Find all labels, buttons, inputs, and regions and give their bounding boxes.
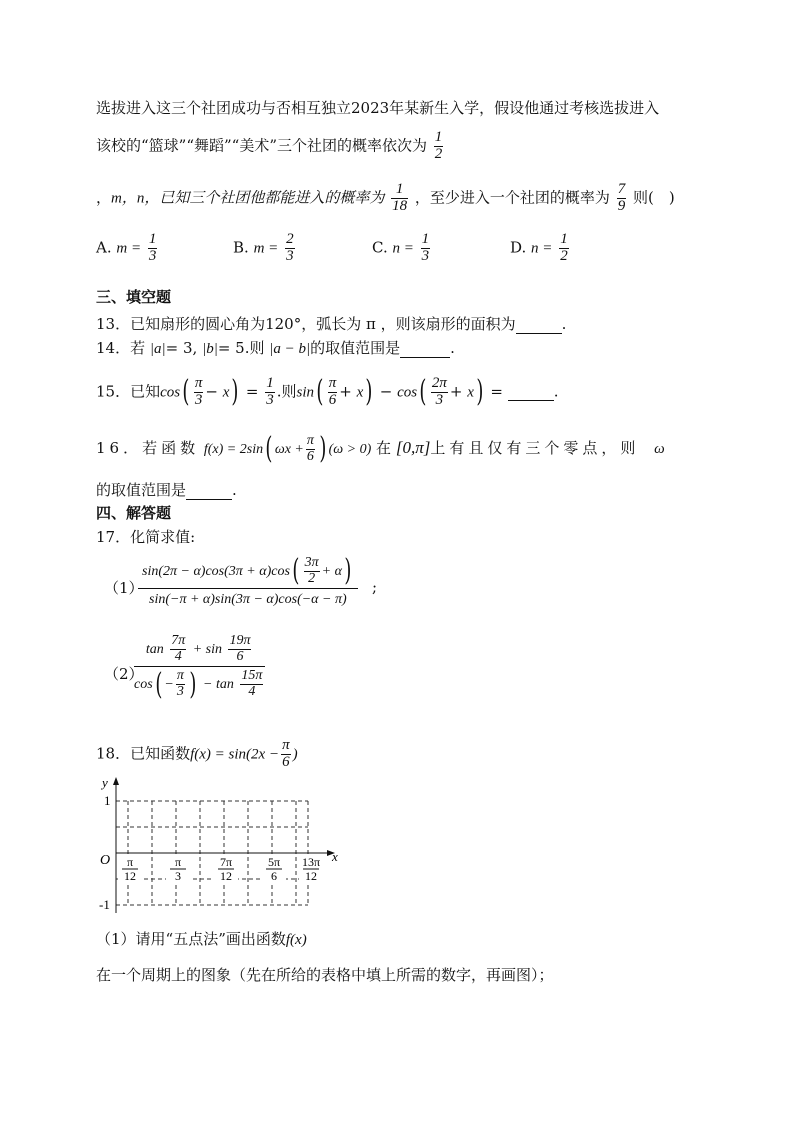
x-tick-label — [262, 854, 286, 883]
fraction-one-half: $\frac{1}{2}$ — [434, 129, 443, 162]
option-d[interactable]: D. n = $\frac{1}{2}$ — [510, 231, 568, 264]
answer-blank[interactable] — [186, 481, 232, 500]
answer-blank[interactable] — [400, 339, 450, 358]
x-tick-label — [299, 854, 323, 883]
svg-text:13π: 13π — [301, 855, 321, 869]
svg-text:π: π — [126, 855, 134, 869]
section-heading-fill-in: 三、填空题 — [96, 288, 172, 306]
question-18-title: 18．已知函数f(x) = sin(2x − $\frac{\pi}{6}$ ) — [96, 737, 298, 770]
svg-text:π: π — [174, 855, 182, 869]
x-tick-label — [214, 854, 238, 883]
svg-text:12: 12 — [220, 869, 232, 883]
question-18-part1-line-2: 在一个周期上的图象（先在所给的表格中填上所需的数字，再画图）； — [96, 966, 554, 984]
answer-blank[interactable] — [508, 382, 554, 401]
q17-part1-label: （1） — [104, 579, 144, 597]
y-tick-top: 1 — [104, 793, 111, 808]
y-tick-bottom: -1 — [99, 897, 110, 912]
problem-text-line-1: 选拔进入这三个社团成功与否相互独立2023年某新生入学，假设他通过考核选拔进入 — [96, 99, 660, 117]
option-a[interactable]: A. m = $\frac{1}{3}$ — [96, 231, 157, 264]
svg-text:5π: 5π — [267, 855, 281, 869]
problem-text-line-2: 该校的“篮球”“舞蹈”“美术”三个社团的概率依次为 $\frac{1}{2}$ — [96, 129, 443, 162]
q17-part1-expression: sin(2π − α)cos(3π + α)cos( $\frac{3\pi}{2}$ + α) sin(−π + α)sin(3π − α)cos(−α − π) — [138, 556, 358, 608]
question-17-title: 17．化简求值: — [96, 528, 196, 546]
option-c[interactable]: C. n = $\frac{1}{3}$ — [372, 231, 430, 264]
question-13: 13．已知扇形的圆心角为120°，弧长为 π ，则该扇形的面积为 . — [96, 315, 567, 333]
question-15: 15．已知cos( $\frac{\pi}{3}$ − x) = $\frac{1}{3}$ .则sin( $\frac{\pi}{6}$ + x) − cos( $\frac{2\pi}{3}$ + x) = . — [96, 374, 559, 410]
y-axis-label: y — [102, 775, 108, 790]
q17-part2-expression: tan $\frac{7\pi}{4}$ + sin $\frac{19\pi}{6}$ cos( − $\frac{\pi}{3}$ ) − tan $\frac{15\pi}{4}$ — [134, 634, 265, 700]
svg-text:12: 12 — [305, 869, 317, 883]
fraction-seven-ninths: $\frac{7}{9}$ — [617, 181, 626, 214]
x-tick-label — [166, 854, 190, 883]
question-16: 16．若函数 f(x) = 2sin( ωx + $\frac{\pi}{6}$ ) (ω > 0) 在 [0,π]上有且仅有三个零点，则 ω — [96, 431, 665, 467]
question-16-line-2: 的取值范围是 . — [96, 481, 237, 499]
grid-graph — [94, 768, 354, 918]
problem-text-line-3: ，m，n，已知三个社团他都能进入的概率为 $\frac{1}{18}$ ，至少进入一个社团的概率为 $\frac{7}{9}$ 则( ) — [96, 181, 675, 214]
svg-text:6: 6 — [271, 869, 277, 883]
y-axis-arrow-icon — [113, 777, 119, 785]
q17-part2-label: （2） — [104, 665, 144, 683]
fraction-one-eighteenth: $\frac{1}{18}$ — [392, 181, 408, 214]
section-heading-answers: 四、解答题 — [96, 504, 172, 522]
svg-text:7π: 7π — [219, 855, 233, 869]
x-tick-label — [118, 854, 142, 883]
option-b[interactable]: B. m = $\frac{2}{3}$ — [233, 231, 294, 264]
svg-text:3: 3 — [175, 869, 181, 883]
question-18-part1: （1）请用“五点法”画出函数f(x) — [96, 930, 307, 948]
x-axis-label: x — [332, 849, 338, 864]
origin-label: O — [100, 853, 111, 868]
answer-blank[interactable] — [516, 315, 562, 334]
question-14: 14．若 |a|= 3, |b|= 5.则 |a − b|的取值范围是 . — [96, 339, 455, 357]
svg-text:12: 12 — [124, 869, 136, 883]
